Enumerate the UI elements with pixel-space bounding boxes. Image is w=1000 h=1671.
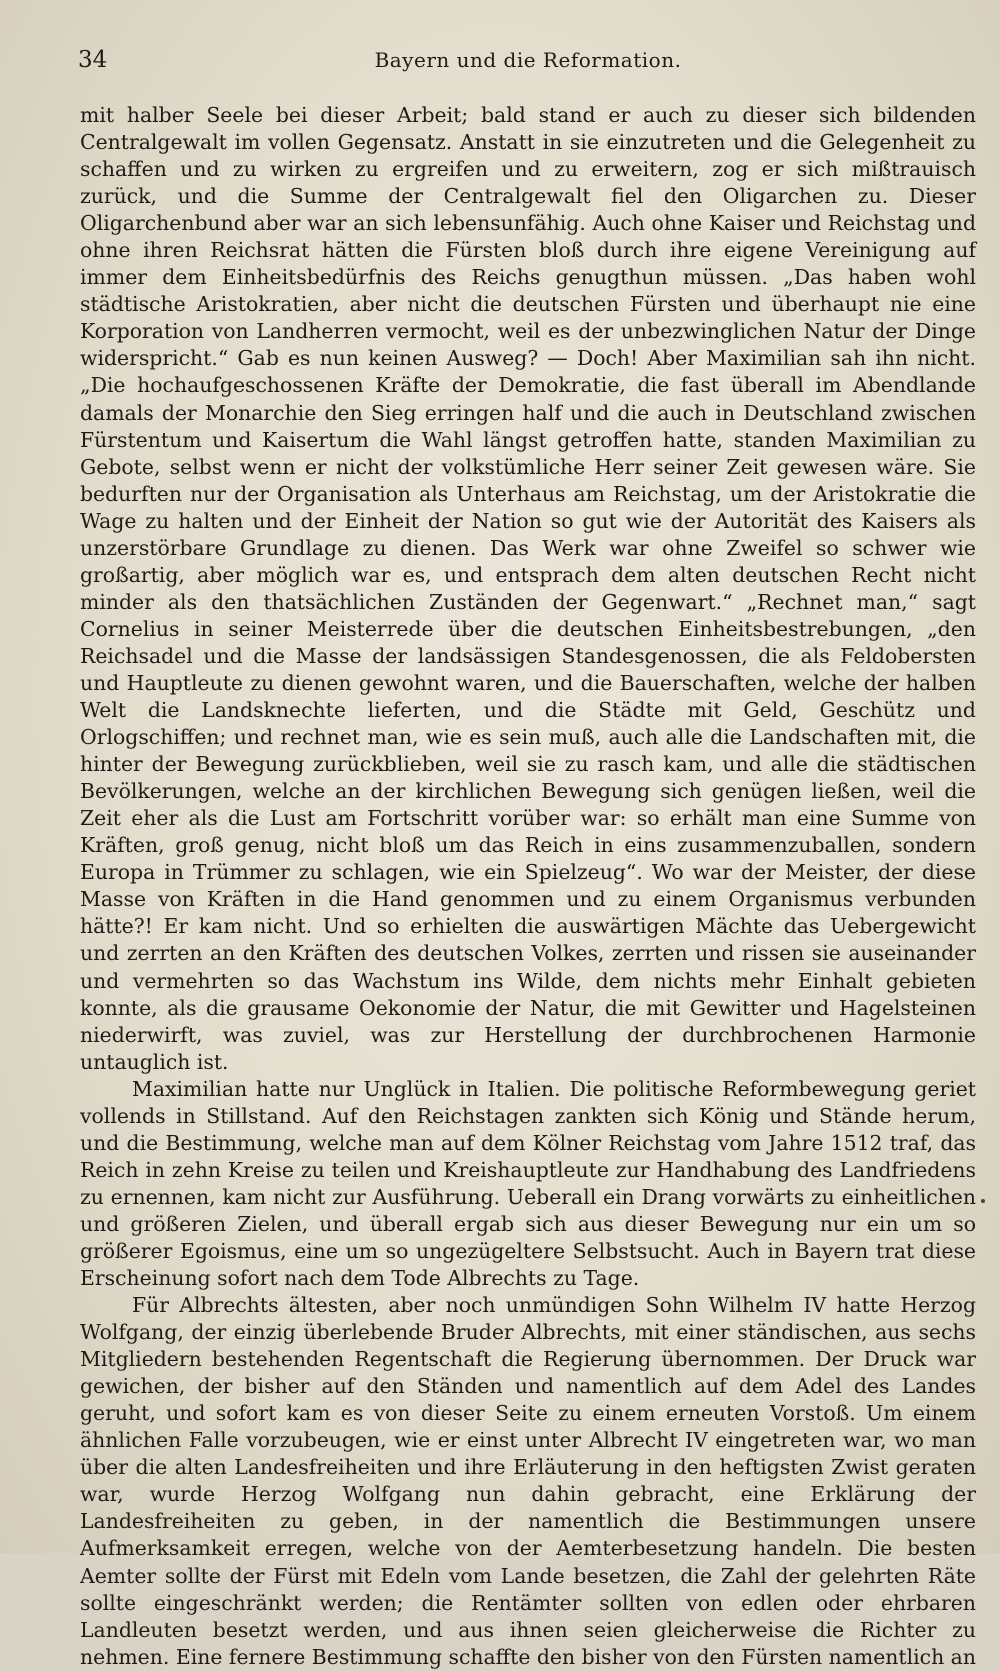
print-speck	[981, 1199, 985, 1203]
running-title: Bayern und die Reformation.	[374, 48, 682, 72]
body-text	[80, 102, 976, 1671]
page-header	[78, 44, 978, 76]
paragraph: Für Albrechts ältesten, aber noch unmündigen Sohn Wilhelm IV hatte Herzog Wolfgang, der einzig überlebende Bruder Albrechts, mit einer ständischen, aus sechs Mitgliedern bestehenden Regentschaft die Regierung übernommen. Der Druck war gewichen, der bisher auf den Ständen und namentlich auf dem Adel des Landes geruht, und sofort kam es von dieser Seite zu einem erneuten Vorstoß. Um einem ähnlichen Falle vorzubeugen, wie er einst unter Albrecht IV eingetreten war, wo man über die alten Landesfreiheiten und ihre Erläuterung in den heftigsten Zwist geraten war, wurde Herzog Wolfgang nun dahin gebracht, eine Erklärung der Landesfreiheiten zu geben, in der namentlich die Bestimmungen unsere Aufmerksamkeit erregen, welche von der Aemterbesetzung handeln. Die besten Aemter sollte der Fürst mit Edeln vom Lande besetzen, die Zahl der gelehrten Räte sollte eingeschränkt werden; die Rentämter sollten von edlen oder ehrbaren Landleuten besetzt werden, und aus ihnen seien gleicherweise die Richter zu nehmen. Eine fernere Bestimmung schaffte den bisher von den Fürsten namentlich an	[80, 1293, 976, 1669]
page-number: 34	[78, 47, 108, 73]
paragraph: mit halber Seele bei dieser Arbeit; bald stand er auch zu dieser sich bildenden Centralgewalt im vollen Gegensatz. Anstatt in sie einzutreten und die Gelegenheit zu schaffen und zu wirken zu ergreifen und zu erweitern, zog er sich mißtrauisch zurück, und die Summe der Centralgewalt fiel den Oligarchen zu. Dieser Oligarchenbund aber war an sich lebensunfähig. Auch ohne Kaiser und Reichstag und ohne ihren Reichsrat hätten die Fürsten bloß durch ihre eigene Vereinigung auf immer dem Einheitsbedürfnis des Reichs genugthun müssen. „Das haben wohl städtische Aristokratien, aber nicht die deutschen Fürsten und überhaupt nie eine Korporation von Landherren vermocht, weil es der unbezwinglichen Natur der Dinge widerspricht.“ Gab es nun keinen Ausweg? — Doch! Aber Maximilian sah ihn nicht. „Die hochaufgeschossenen Kräfte der Demokratie, die fast überall im Abendlande damals der Monarchie den Sieg erringen half und die auch in Deutschland zwischen Fürstentum und Kaisertum die Wahl längst getroffen hatte, standen Maximilian zu Gebote, selbst wenn er nicht der volkstümliche Herr seiner Zeit gewesen wäre. Sie bedurften nur der Organisation als Unterhaus am Reichstag, um der Aristokratie die Wage zu halten und der Einheit der Nation so gut wie der Autorität des Kaisers als unzerstörbare Grundlage zu dienen. Das Werk war ohne Zweifel so schwer wie großartig, aber möglich war es, und entsprach dem alten deutschen Recht nicht minder als den thatsächlichen Zuständen der Gegenwart.“ „Rechnet man,“ sagt Cornelius in seiner Meisterrede über die deutschen Einheitsbestrebungen, „den Reichsadel und die Masse der landsässigen Standesgenossen, die als Feldobersten und Hauptleute zu dienen gewohnt waren, und die Bauerschaften, welche der halben Welt die Landsknechte lieferten, und die Städte mit Geld, Geschütz und Orlogschiffen; und rechnet man, wie es sein muß, auch alle die Landschaften mit, die hinter der Bewegung zurückblieben, weil sie zu rasch kam, und alle die städtischen Bevölkerungen, welche an der kirchlichen Bewegung sich genügen ließen, weil die Zeit eher als die Lust am Fortschritt vorüber war: so erhält man eine Summe von Kräften, groß genug, nicht bloß um das Reich in eins zusammenzuballen, sondern Europa in Trümmer zu schlagen, wie ein Spielzeug“. Wo war der Meister, der diese Masse von Kräften in die Hand genommen und zu einem Organismus verbunden hätte?! Er kam nicht. Und so erhielten die auswärtigen Mächte das Uebergewicht und zerrten an den Kräften des deutschen Volkes, zerrten und rissen sie auseinander und vermehrten so das Wachstum ins Wilde, dem nichts mehr Einhalt gebieten konnte, als die grausame Oekonomie der Natur, die mit Gewitter und Hagelsteinen niederwirft, was zuviel, was zur Herstellung der durchbrochenen Harmonie untauglich ist.	[80, 103, 976, 1074]
paragraph: Maximilian hatte nur Unglück in Italien. Die politische Reformbewegung geriet vollends in Stillstand. Auf den Reichstagen zankten sich König und Stände herum, und die Bestimmung, welche man auf dem Kölner Reichstag vom Jahre 1512 traf, das Reich in zehn Kreise zu teilen und Kreishauptleute zur Handhabung des Landfriedens zu ernennen, kam nicht zur Ausführung. Ueberall ein Drang vorwärts zu einheitlichen und größeren Zielen, und überall ergab sich aus dieser Bewegung nur ein um so größerer Egoismus, eine um so ungezügeltere Selbstsucht. Auch in Bayern trat diese Erscheinung sofort nach dem Tode Albrechts zu Tage.	[80, 1076, 976, 1291]
